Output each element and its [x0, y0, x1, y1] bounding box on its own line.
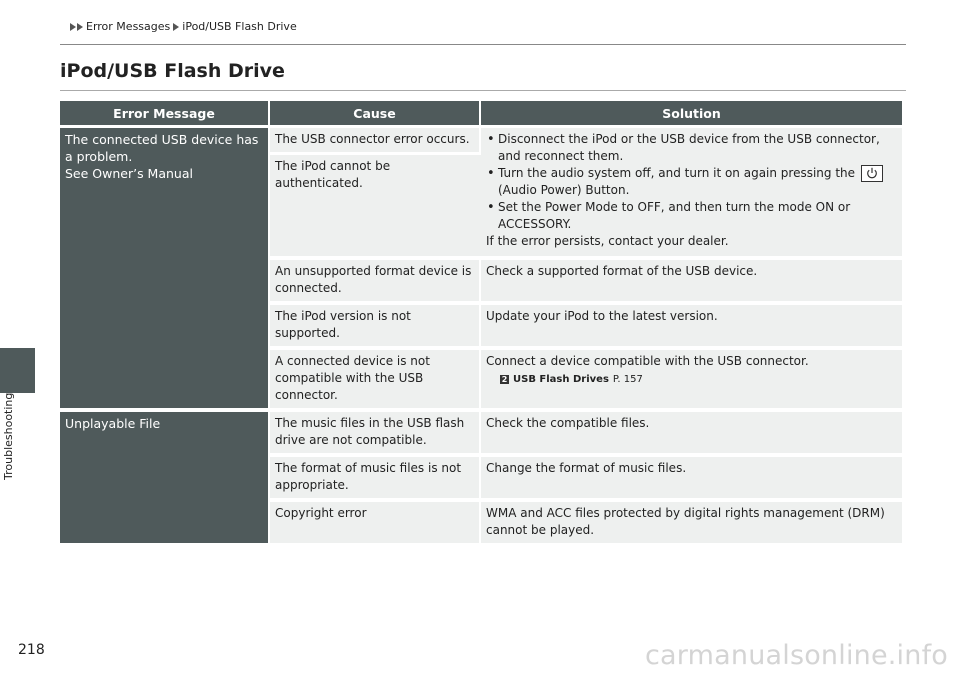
breadcrumb-item-error-messages[interactable]: Error Messages	[86, 20, 171, 33]
breadcrumb-arrow-icon	[77, 23, 83, 31]
page-number: 218	[18, 642, 45, 658]
breadcrumb-arrow-icon	[70, 23, 76, 31]
cross-reference-page: P. 157	[612, 374, 643, 385]
solution-item: • Disconnect the iPod or the USB device from the USB connector, and reconnect them.	[486, 131, 897, 165]
breadcrumb-separator-icon	[173, 23, 179, 31]
solution-item	[486, 165, 897, 199]
breadcrumb-item-current: iPod/USB Flash Drive	[182, 20, 297, 33]
cause-cell: An unsupported format device is connected.	[270, 256, 481, 301]
table-row	[60, 408, 902, 453]
page-title: iPod/USB Flash Drive	[60, 60, 285, 82]
cause-cell: The music files in the USB flash drive are not compatible.	[270, 408, 481, 453]
cause-cell: The iPod version is not supported.	[270, 301, 481, 346]
cross-reference-link[interactable]	[500, 371, 643, 388]
cross-reference-icon: 2	[501, 375, 508, 384]
error-message-line: a problem.	[65, 149, 133, 164]
solution-cell: Change the format of music files.	[481, 453, 902, 498]
solution-item-text: (Audio Power) Button.	[498, 183, 630, 197]
table-header-row	[60, 101, 902, 125]
cause-cell: The USB connector error occurs.	[270, 125, 481, 152]
solution-list	[486, 131, 897, 233]
header-rule	[60, 44, 906, 45]
table-row	[60, 125, 902, 152]
cause-cell: Copyright error	[270, 498, 481, 543]
solution-cell	[481, 125, 902, 256]
cause-cell: The iPod cannot be authenticated.	[270, 152, 481, 256]
error-table	[60, 101, 902, 543]
watermark: carmanualsonline.info	[645, 640, 948, 671]
error-message-cell: Unplayable File	[60, 408, 270, 543]
error-message-line: The connected USB device has	[65, 132, 259, 147]
solution-cell	[481, 346, 902, 408]
solution-cell: Check the compatible files.	[481, 408, 902, 453]
breadcrumb	[70, 20, 297, 33]
solution-text: Connect a device compatible with the USB connector.	[486, 354, 809, 368]
header-solution: Solution	[481, 101, 902, 125]
section-tab-label-wrap	[2, 380, 18, 480]
cause-cell: The format of music files is not appropriate.	[270, 453, 481, 498]
solution-cell: Check a supported format of the USB device.	[481, 256, 902, 301]
header-cause: Cause	[270, 101, 481, 125]
solution-cell: Update your iPod to the latest version.	[481, 301, 902, 346]
error-message-line: See Owner’s Manual	[65, 166, 193, 181]
solution-item: • Set the Power Mode to OFF, and then turn the mode ON or ACCESSORY.	[486, 199, 897, 233]
error-message-cell	[60, 125, 270, 408]
cross-reference-label: USB Flash Drives	[513, 374, 609, 385]
title-rule	[60, 90, 906, 91]
solution-cell: WMA and ACC files protected by digital rights management (DRM) cannot be played.	[481, 498, 902, 543]
solution-note: If the error persists, contact your dealer.	[486, 234, 729, 248]
solution-item-text: Turn the audio system off, and turn it on again pressing the	[498, 166, 856, 180]
cause-cell: A connected device is not compatible with the USB connector.	[270, 346, 481, 408]
audio-power-button-icon	[861, 165, 883, 182]
section-tab-label: Troubleshooting	[2, 392, 15, 480]
header-error-message: Error Message	[60, 101, 270, 125]
